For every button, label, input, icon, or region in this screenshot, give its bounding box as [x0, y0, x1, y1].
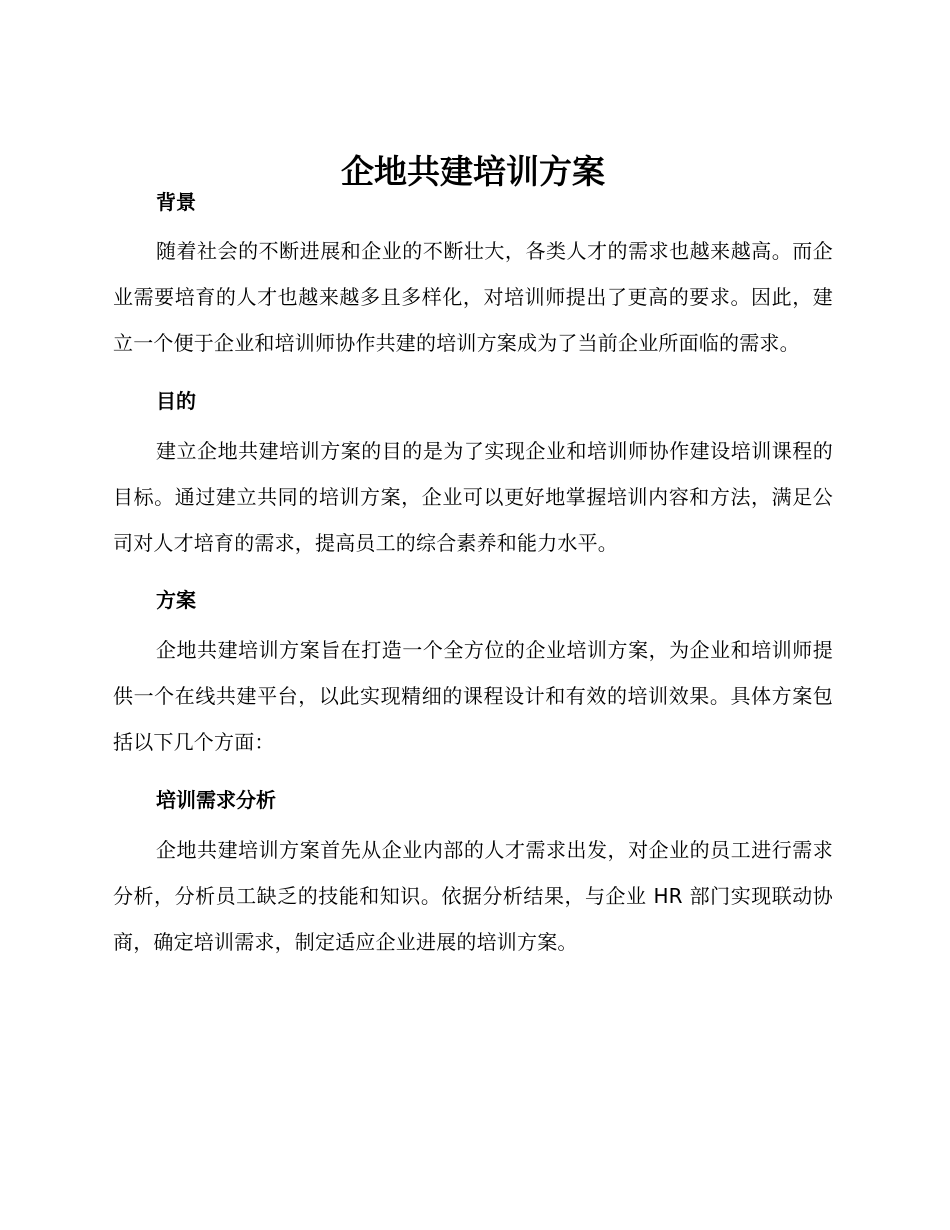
section-heading-background: 背景 [156, 190, 196, 214]
section-paragraph-needs-analysis: 企地共建培训方案首先从企业内部的人才需求出发，对企业的员工进行需求分析，分析员工缺乏的技能和知识。依据分析结果，与企业 HR 部门实现联动协商，确定培训需求，制定适应企业进展的培训方案。 [113, 838, 833, 954]
section-heading-needs-analysis: 培训需求分析 [156, 788, 276, 812]
section-paragraph-purpose: 建立企地共建培训方案的目的是为了实现企业和培训师协作建设培训课程的目标。通过建立共同的培训方案，企业可以更好地掌握培训内容和方法，满足公司对人才培育的需求，提高员工的综合素养和能力水平。 [113, 439, 833, 555]
section-heading-purpose: 目的 [156, 389, 196, 413]
document-title: 企地共建培训方案 [341, 152, 605, 191]
section-paragraph-background: 随着社会的不断进展和企业的不断壮大，各类人才的需求也越来越高。而企业需要培育的人才也越来越多且多样化，对培训师提出了更高的要求。因此，建立一个便于企业和培训师协作共建的培训方案成为了当前企业所面临的需求。 [113, 239, 833, 355]
document-body [113, 146, 833, 965]
section-paragraph-plan: 企地共建培训方案旨在打造一个全方位的企业培训方案，为企业和培训师提供一个在线共建平台，以此实现精细的课程设计和有效的培训效果。具体方案包括以下几个方面： [113, 638, 833, 754]
section-heading-plan: 方案 [156, 588, 196, 612]
